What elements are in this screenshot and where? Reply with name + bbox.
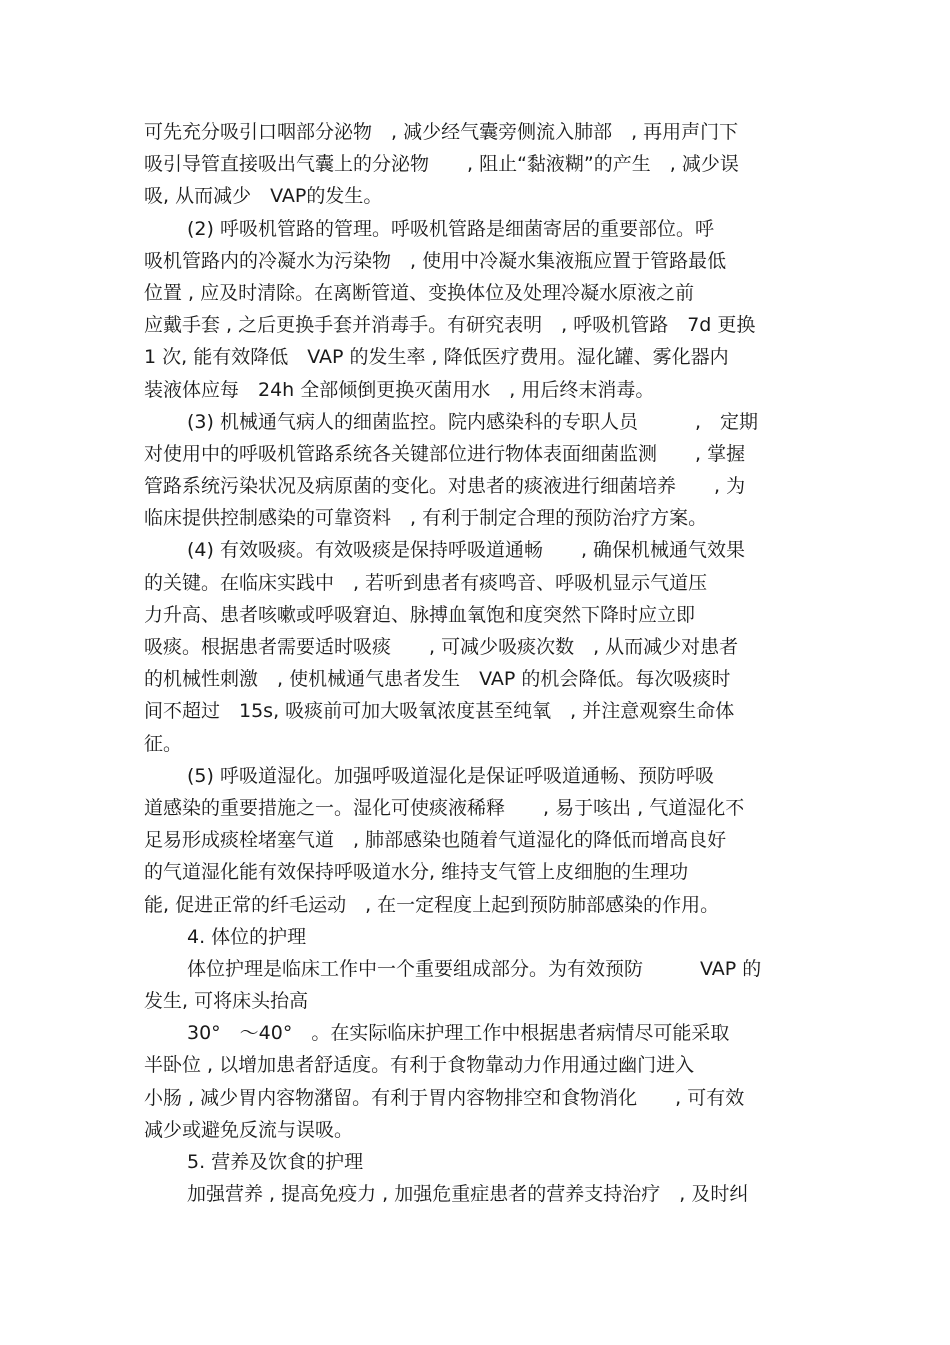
text-line: 加强营养 , 提高免疫力 , 加强危重症患者的营养支持治疗 , 及时纠 (187, 1183, 749, 1206)
text-line: 吸, 从而减少 VAP的发生。 (144, 185, 383, 208)
text-line: 能, 促进正常的纤毛运动 , 在一定程度上起到预防肺部感染的作用。 (144, 893, 720, 916)
text-line: 的气道湿化能有效保持呼吸道水分, 维持支气管上皮细胞的生理功 (144, 861, 689, 884)
text-line: 应戴手套 , 之后更换手套并消毒手。有研究表明 , 呼吸机管路 7d 更换 (144, 314, 756, 337)
text-line: 间不超过 15s, 吸痰前可加大吸氧浓度甚至纯氧 , 并注意观察生命体 (144, 700, 735, 723)
text-line: 道感染的重要措施之一。湿化可使痰液稀释 , 易于咳出 , 气道湿化不 (144, 796, 745, 819)
text-line: 位置 , 应及时清除。在离断管道、变换体位及处理冷凝水原液之前 (144, 281, 695, 304)
text-line: 发生, 可将床头抬高 (144, 990, 309, 1013)
text-line: (5) 呼吸道湿化。加强呼吸道湿化是保证呼吸道通畅、预防呼吸 (187, 764, 714, 787)
text-line: 吸痰。根据患者需要适时吸痰 , 可减少吸痰次数 , 从而减少对患者 (144, 636, 739, 658)
text-line: 1 次, 能有效降低 VAP 的发生率 , 降低医疗费用。湿化罐、雾化器内 (144, 346, 729, 369)
text-line: 半卧位 , 以增加患者舒适度。有利于食物靠动力作用通过幽门进入 (144, 1054, 695, 1077)
text-line: 装液体应每 24h 全部倾倒更换灭菌用水 , 用后终末消毒。 (144, 378, 655, 401)
text-line: 4. 体位的护理 (187, 925, 307, 948)
text-line: (4) 有效吸痰。有效吸痰是保持呼吸道通畅 , 确保机械通气效果 (187, 539, 746, 562)
text-line: 体位护理是临床工作中一个重要组成部分。为有效预防 VAP 的 (187, 957, 762, 980)
text-line: 小肠 , 减少胃内容物潴留。有利于胃内容物排空和食物消化 , 可有效 (144, 1086, 745, 1109)
text-line: 临床提供控制感染的可靠资料 , 有利于制定合理的预防治疗方案。 (144, 507, 708, 530)
text-line: 征。 (144, 732, 183, 755)
text-line: 的关键。在临床实践中 , 若听到患者有痰鸣音、呼吸机显示气道压 (144, 571, 708, 594)
text-line: 可先充分吸引口咽部分泌物 , 减少经气囊旁侧流入肺部 , 再用声门下 (144, 121, 739, 143)
text-line: 足易形成痰栓堵塞气道 , 肺部感染也随着气道湿化的降低而增高良好 (144, 829, 727, 852)
text-line: 吸机管路内的冷凝水为污染物 , 使用中冷凝水集液瓶应置于管路最低 (144, 249, 727, 272)
text-line: 吸引导管直接吸出气囊上的分泌物 , 阻止“黏液糊”的产生 , 减少误 (144, 153, 739, 176)
text-line: 对使用中的呼吸机管路系统各关键部位进行物体表面细菌监测 , 掌握 (144, 442, 746, 465)
text-line: 5. 营养及饮食的护理 (187, 1151, 364, 1173)
text-line: 的机械性刺激 , 使机械通气患者发生 VAP 的机会降低。每次吸痰时 (144, 668, 731, 691)
text-line: (3) 机械通气病人的细菌监控。院内感染科的专职人员 , 定期 (187, 410, 758, 433)
text-line: 管路系统污染状况及病原菌的变化。对患者的痰液进行细菌培养 , 为 (144, 475, 746, 498)
text-line: 减少或避免反流与误吸。 (144, 1118, 354, 1141)
text-line: (2) 呼吸机管路的管理。呼吸机管路是细菌寄居的重要部位。呼 (187, 217, 714, 240)
text-line: 30° ～40° 。在实际临床护理工作中根据患者病情尽可能采取 (187, 1022, 730, 1045)
body-text (144, 116, 824, 1210)
text-line: 力升高、患者咳嗽或呼吸窘迫、脉搏血氧饱和度突然下降时应立即 (144, 603, 696, 626)
